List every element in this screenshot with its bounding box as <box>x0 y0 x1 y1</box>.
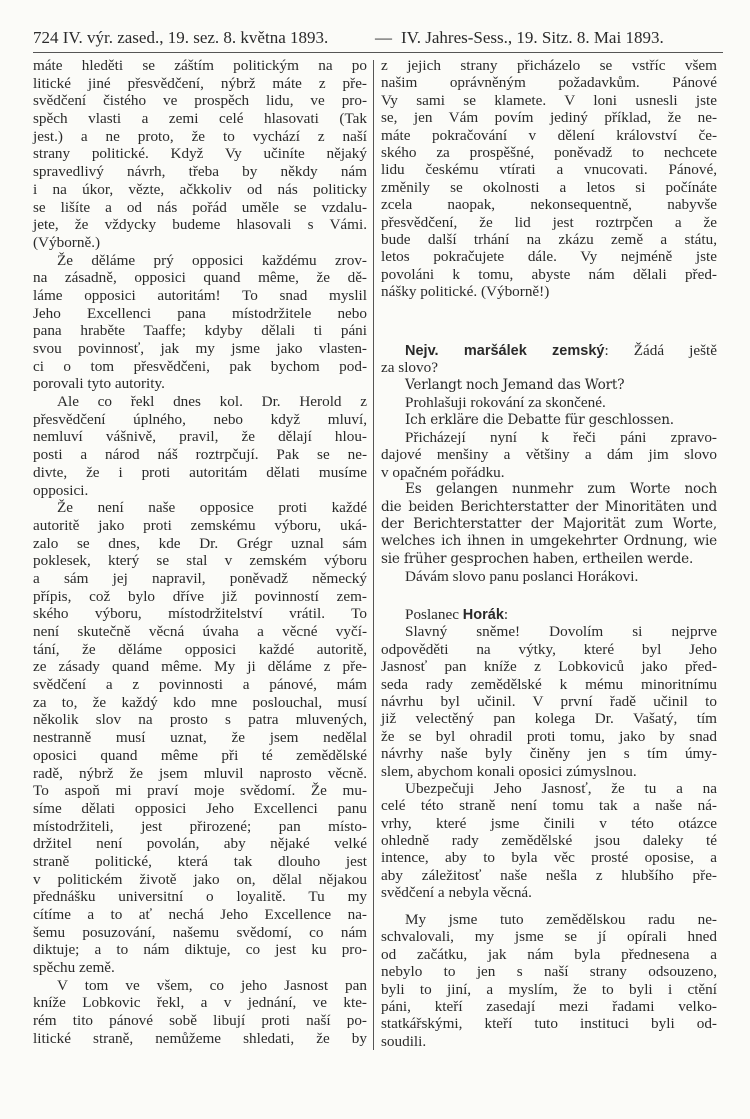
text-line: Slavný sněme! Dovolím si nejprve <box>405 623 717 641</box>
text-line: přesvědčení, že lid jest roztrpčen a že <box>381 213 717 231</box>
text-line: sie früher gesprochen haben, ertheilen werde. <box>381 550 694 567</box>
text-line: celé této straně není tomu tak a naše ná- <box>381 797 717 815</box>
text-line: Verlangt noch Jemand das Wort? <box>405 376 625 393</box>
text-line: aby záležitosť naše nešla z hlubšího pře- <box>381 866 717 884</box>
text-line: za slovo? <box>381 359 438 377</box>
text-line: slem, abychom konali oposici zúmyslnou. <box>381 762 637 780</box>
text-line: svědčení a z povinnosti a pánové, mám <box>33 676 367 694</box>
paragraph <box>381 606 717 623</box>
text-line: divte, že i proti autoritám dělati musíme <box>33 463 367 481</box>
text-line: radě, nýbrž že jsem mluvil naprosto věcně. <box>33 764 367 782</box>
paragraph <box>381 412 717 429</box>
paragraph <box>381 568 717 585</box>
text-line: nebylo to jen s naší strany odsouzeno, <box>381 963 717 981</box>
right-column-block-marshal <box>381 342 717 585</box>
text-line: na zásadně, opposici quand même, že dě- <box>33 269 367 287</box>
text-line: Ubezpečuji Jeho Jasnosť, že tu a na <box>405 779 717 797</box>
text-line: kníže Lobkovic řekl, a v jednání, ve kte- <box>33 994 367 1012</box>
text-line: našim oprávněným požadavkům. Pánové <box>381 74 717 92</box>
text-line: litické jiné přesvědčení, nýbrž máte z pře- <box>33 74 367 92</box>
text-line: se, jen Vám povím jediný příklad, že ne- <box>381 109 717 127</box>
text-line: nášky politické. (Výborně!) <box>381 283 550 301</box>
text-line: straně politické, která tak dlouho jest <box>33 852 367 870</box>
text-line: že se byl ohradil proti tomu, jako by snad <box>381 727 717 745</box>
text-line: svědčení a nebyla věcná. <box>381 884 532 902</box>
text-line: V tom ve všem, co jeho Jasnost pan <box>57 976 367 994</box>
text-line: několik slov na prosto s patra mluvených, <box>33 711 367 729</box>
text-line: se lišíte a od nás pořád uměle se vzdalu- <box>33 198 367 216</box>
text-line: Jeho Excellenci pana místodržitele nebo <box>33 304 367 322</box>
text-line: letos pokračujete dále. Vy nejméně jste <box>381 248 717 266</box>
text-line: der Berichterstatter der Majorität zum Worte, <box>381 515 717 532</box>
text-line: nestranně musí uznat, že jsem nedělal <box>33 729 367 747</box>
text-line: přípis, což bylo dříve již povinností zem- <box>33 587 367 605</box>
text-line: ci o tom přesvědčeni, pak bychom pod- <box>33 357 367 375</box>
text-line: My jsme tuto zemědělskou radu ne- <box>405 911 717 928</box>
text-line: i na úkor, vězte, ačkkoliv od nás politicky <box>33 180 367 198</box>
text-line: intence, aby to byla věc prosté oposise, a <box>381 849 717 867</box>
text-line: die beiden Berichterstatter der Minoritäten und <box>381 498 717 515</box>
text-line: Ich erkläre die Debatte für geschlossen. <box>405 411 674 428</box>
text-line: Jasnosť pan kníže z Lobkoviců jako před- <box>381 658 717 676</box>
text-line: strany politické. Když Vy učiníte nějaký <box>33 145 367 163</box>
text-line: povoláni k tomu, abyste nám dělali před- <box>381 265 717 283</box>
paragraph <box>381 780 717 902</box>
text-line: Vy sami se klamete. V loni usnesli jste <box>381 91 717 109</box>
text-line: litické straně, nemůžeme shledati, že by <box>33 1029 367 1047</box>
text-line: zalo se dnes, kde Dr. Grégr uznal sám <box>33 534 367 552</box>
text-line: Že děláme prý opposici každému zrov- <box>57 251 367 269</box>
text-line: To aspoň mi praví moje svědomí. Že mu- <box>33 782 367 800</box>
text-line: (Výborně.) <box>33 233 101 251</box>
text-line: přednášku universitní o loyalitě. Tu my <box>33 888 367 906</box>
text-line: zcela naopak, nekonsequentně, nabyvše <box>381 196 717 214</box>
text-line: místodržiteli, jest přirozené; pan místo- <box>33 817 367 835</box>
text-line: návrhu byl učinil. V první řadě učinil to <box>381 692 717 710</box>
text-line: Es gelangen nunmehr zum Worte noch <box>405 481 717 498</box>
text-line: láme opposici autoritám! To snad myslil <box>33 286 367 304</box>
text-line: změnily se okolnosti a letos si počínáte <box>381 178 717 196</box>
text-line: welches ich ihnen in umgekehrter Ordnung, wie <box>381 533 717 550</box>
text-line: cítíme a to ať nechá Jeho Excellence na- <box>33 906 367 923</box>
text-line: ského za prospěšné, poněvadž to nechcete <box>381 143 717 161</box>
text-line: diktuje; a to nám diktuje, co jest ku pro- <box>33 941 367 959</box>
text-line: soudili. <box>381 1032 427 1050</box>
text-line: přesvědčení úplného, nebo když mluví, <box>33 410 367 428</box>
speaker-name: Nejv. maršálek zemský <box>405 343 605 359</box>
text-line: v opačném pořádku. <box>381 463 505 481</box>
text-line: dajové menšiny a většiny a dám jim slovo <box>381 446 717 464</box>
text-line: spravedlivý návrh, třeba by někdy nám <box>33 163 367 181</box>
right-column-block-final <box>381 911 717 1050</box>
paragraph <box>33 57 367 252</box>
paragraph <box>381 623 717 780</box>
text-line: autoritě jako proti zemskému výboru, uká- <box>33 516 367 534</box>
paragraph <box>33 977 367 1048</box>
text-line: není skutečně věcná úvaha a věcné vyčí- <box>33 623 367 640</box>
paragraph <box>381 57 717 300</box>
header-separator: — <box>375 28 392 47</box>
text-line: odpověděti na výtky, které byl Jeho <box>381 640 717 658</box>
text-line: oposici quand même při té zemědělské <box>33 746 367 764</box>
text-line: opposici. <box>33 481 89 499</box>
text-line: svou povinnosť, jak my jsme jako vlasten- <box>33 340 367 357</box>
speaker-name: Horák <box>462 607 504 623</box>
text-line: ze zásady quand même. My ji děláme z pře- <box>33 658 367 676</box>
column-divider <box>373 60 374 1050</box>
speaker-text: : <box>503 606 509 623</box>
text-line: Dávám slovo panu poslanci Horákovi. <box>405 568 639 586</box>
text-line: a sám jej napravil, poněvadž německý <box>33 569 367 587</box>
header-czech: 724 IV. výr. zased., 19. sez. 8. května 1893. <box>33 28 329 47</box>
paragraph <box>381 911 717 1050</box>
text-line: máte hleděti se záštím politickým na po <box>33 57 367 74</box>
text-line: schvalovali, my jsme se jí opírali hned <box>381 928 717 946</box>
text-line: od začátku, jak nám byla přednesena a <box>381 945 717 963</box>
text-line: návrhy naše byly činěny jen s tím úmy- <box>381 745 717 763</box>
text-line: šemu posuzování, našemu svědomí, co nám <box>33 923 367 941</box>
text-line: jete, že vždycky budeme hlasovali s Vámi. <box>33 216 367 234</box>
text-line: lidu českému vtírati a vnucovati. Pánové, <box>381 161 717 179</box>
paragraph <box>33 499 367 977</box>
text-line: rém tito pánové sobě libují proti naší po- <box>33 1012 367 1030</box>
text-line: máte pokračování v dělení království če- <box>381 126 717 144</box>
left-column <box>33 57 367 1048</box>
text-line: Přicházejí nyní k řeči páni zpravo- <box>405 428 717 446</box>
text-line <box>381 342 717 359</box>
text-line: pana hraběte Taaffe; kdyby dělali ti páni <box>33 322 367 340</box>
text-line <box>381 606 717 623</box>
paragraph <box>381 429 717 481</box>
right-column-block-speech-end <box>381 57 717 300</box>
text-line: Že není naše opposice proti každé <box>57 499 367 517</box>
text-line: síme dělati opposici Jeho Excellenci panu <box>33 799 367 817</box>
text-line: páni, kteří zasedají mezi řadami velko- <box>381 997 717 1015</box>
text-line: Ale co řekl dnes kol. Dr. Herold z <box>57 393 367 411</box>
text-line: držitel není povolán, aby nějaké velké <box>33 835 367 853</box>
paragraph <box>381 377 717 394</box>
text-line: za to, že každý kdo mne poslouchal, musí <box>33 693 367 711</box>
text-line: statkářskými, kteří tuto instituci byli od- <box>381 1015 717 1033</box>
text-line: poklesek, který se stal v zemském výboru <box>33 552 367 570</box>
running-header <box>33 28 723 50</box>
paragraph <box>381 481 717 568</box>
text-line: posti a národ náš roztrpčují. Pak se ne- <box>33 446 367 464</box>
text-line: spěch vlasti a zemi celé hlasovati (Tak <box>33 110 367 128</box>
header-rule <box>33 52 723 53</box>
speaker-text: : Žádá ještě <box>604 342 717 359</box>
text-line: Prohlašuji rokování za skončené. <box>405 394 606 412</box>
text-line: seda rady zemědělské k mému minoritnímu <box>381 675 717 693</box>
text-line: v politickém životě jako on, dělal nějakou <box>33 870 367 888</box>
header-german: IV. Jahres-Sess., 19. Sitz. 8. Mai 1893. <box>401 28 664 47</box>
text-line: ohledně rady zemědělské jsou daleky té <box>381 832 717 850</box>
text-line: ského výboru, místodržitelství vrátil. To <box>33 605 367 623</box>
paragraph <box>33 393 367 499</box>
text-line: z jejich strany přicházelo se vstříc všem <box>381 57 717 74</box>
text-line: tání, že děláme opposici každé autoritě, <box>33 640 367 658</box>
paragraph <box>33 252 367 394</box>
text-line: již velectěný pan kolega Dr. Vašatý, tím <box>381 710 717 728</box>
text-line: spěchu země. <box>33 959 115 977</box>
text-line: vrhy, které jsme činili v této otázce <box>381 814 717 832</box>
paragraph <box>381 342 717 377</box>
paragraph <box>381 394 717 411</box>
right-column-block-horak <box>381 606 717 902</box>
text-line: nemluví vášnivě, pravil, že dělají hlou- <box>33 428 367 446</box>
text-line: byli to jiní, a myslím, že to byli i ctění <box>381 980 717 998</box>
text-line: bude další trhání na zkázu země a státu, <box>381 230 717 248</box>
text-line: jest.) a ne proto, že to vychází z naší <box>33 127 367 145</box>
speaker-prefix: Poslanec <box>405 606 463 623</box>
text-line: svědčení čistého ve prospěch lidu, ve pro- <box>33 92 367 110</box>
text-line: porovali tyto autority. <box>33 375 165 393</box>
